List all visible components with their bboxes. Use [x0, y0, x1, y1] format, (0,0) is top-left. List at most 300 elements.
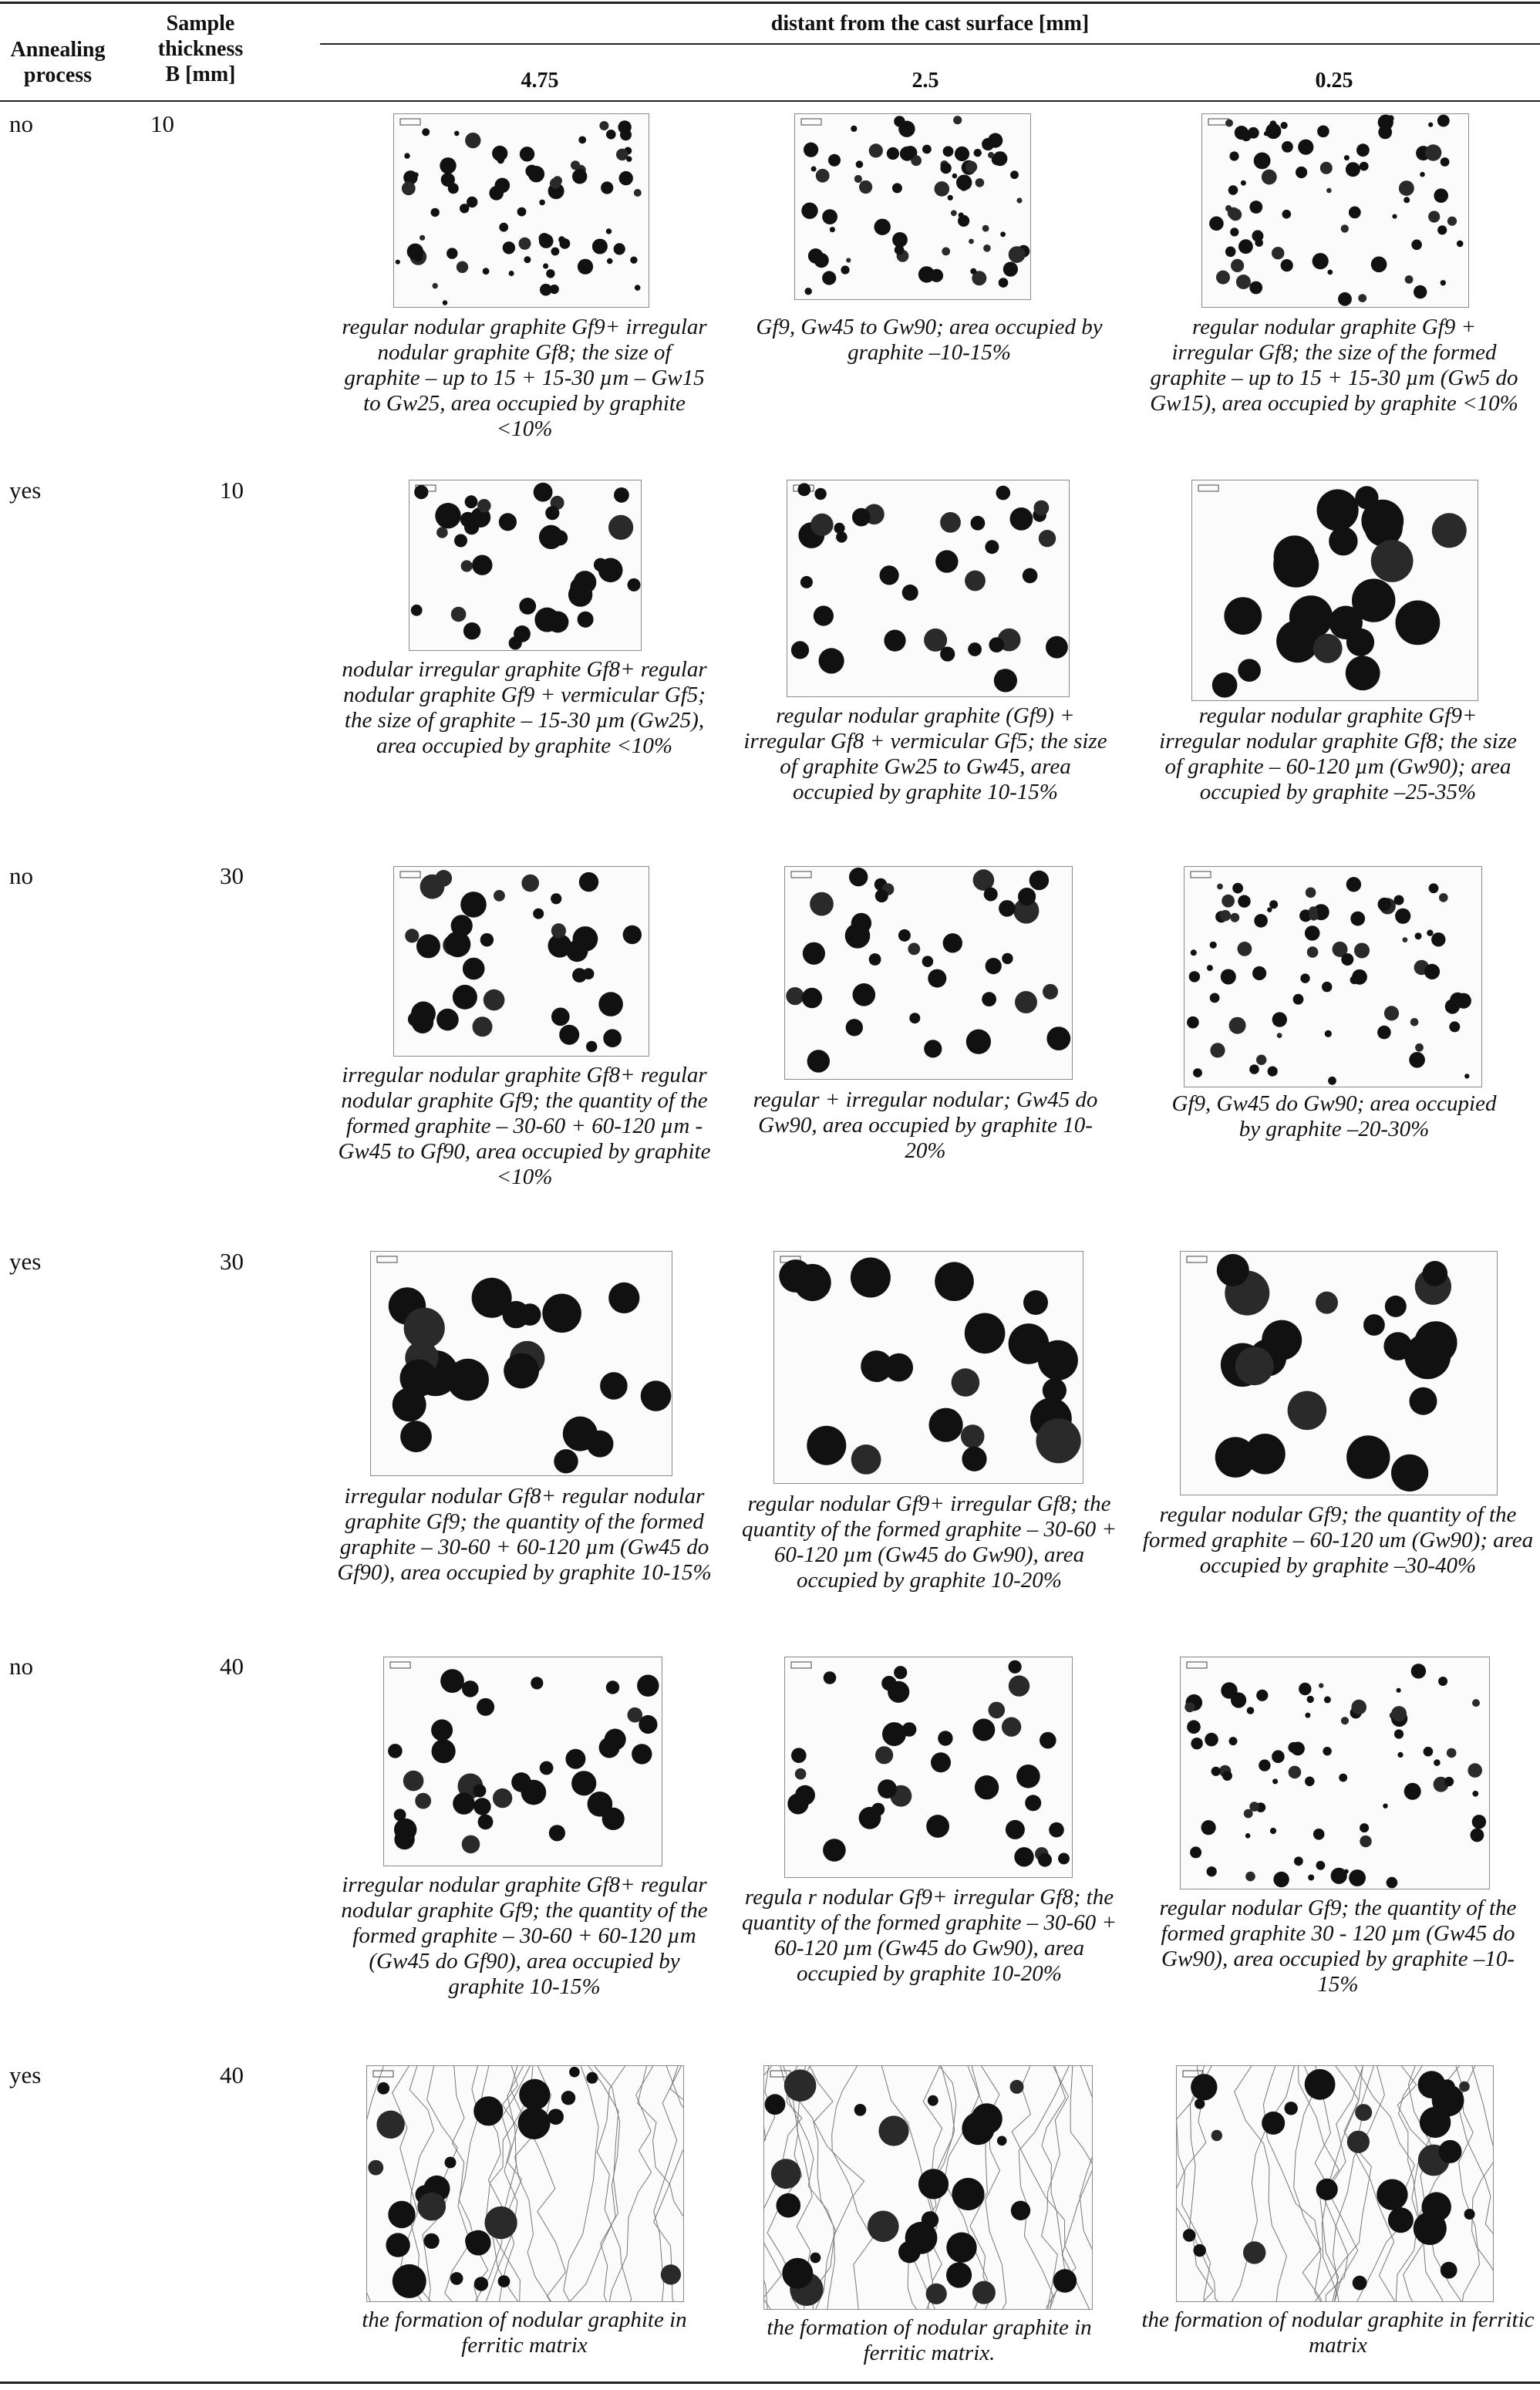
graphite-nodule [1397, 1688, 1401, 1693]
graphite-nodule [1010, 2080, 1024, 2094]
graphite-nodule [895, 245, 905, 255]
graphite-nodule [765, 2094, 786, 2115]
graphite-nodule [1434, 1759, 1441, 1766]
graphite-nodule [1272, 247, 1284, 259]
graphite-nodule [540, 1761, 554, 1775]
graphite-nodule [814, 253, 829, 268]
graphite-nodule [483, 268, 490, 275]
graphite-nodule [1194, 2244, 1206, 2257]
graphite-nodule [1038, 1853, 1052, 1867]
graphite-nodule [454, 131, 460, 137]
graphite-nodule [1256, 1055, 1266, 1065]
graphite-nodule [1360, 1823, 1369, 1832]
graphite-nodule [1245, 1833, 1251, 1839]
graphite-nodule [443, 300, 448, 305]
graphite-nodule [1288, 1391, 1327, 1431]
graphite-nodule [571, 1771, 596, 1795]
graphite-nodule [1414, 1321, 1457, 1364]
graphite-nodule [431, 1719, 453, 1741]
graphite-nodule [1274, 535, 1316, 577]
graphite-nodule [1397, 1752, 1403, 1758]
graphite-nodule [810, 514, 833, 536]
graphite-nodule [1254, 153, 1271, 170]
graphite-nodule [952, 2178, 984, 2210]
graphite-nodule [480, 933, 494, 946]
graphite-nodule [972, 1719, 995, 1741]
graphite-nodule [614, 487, 629, 503]
graphite-nodule [445, 2157, 457, 2169]
graphite-nodule [1346, 1435, 1390, 1478]
graphite-nodule [885, 1353, 913, 1382]
micrograph [370, 1251, 672, 1476]
graphite-nodule [1371, 540, 1414, 582]
graphite-nodule [971, 2103, 1002, 2134]
graphite-nodule [1296, 167, 1307, 178]
graphite-nodule [1437, 115, 1450, 127]
graphite-nodule [1319, 1683, 1323, 1687]
graphite-nodule [963, 177, 970, 184]
graphite-nodule [551, 248, 560, 256]
scale-bar [390, 1662, 410, 1668]
graphite-nodule [1351, 1700, 1366, 1715]
graphite-nodule [620, 129, 632, 140]
graphite-nodule [1378, 898, 1391, 911]
graphite-nodule [1023, 1290, 1048, 1315]
graphite-nodule [942, 248, 950, 256]
scale-bar [377, 1256, 397, 1262]
graphite-nodule [1036, 1418, 1081, 1463]
graphite-nodule [519, 1303, 541, 1326]
graphite-nodule [1034, 501, 1050, 516]
graphite-nodule [1347, 2131, 1370, 2153]
graphite-nodule [473, 1798, 491, 1815]
graphite-nodule [875, 889, 888, 902]
graphite-nodule [851, 126, 857, 132]
graphite-nodule [946, 2233, 976, 2263]
micrograph-texture [774, 1252, 1083, 1483]
graphite-nodule [982, 225, 989, 232]
graphite-nodule [1040, 1732, 1056, 1749]
graphite-nodule [1270, 1828, 1276, 1834]
graphite-nodule [1378, 115, 1393, 130]
graphite-nodule [898, 929, 911, 942]
graphite-nodule [1224, 597, 1262, 635]
graphite-nodule [801, 203, 817, 219]
graphite-nodule [1014, 1847, 1033, 1866]
graphite-nodule [1281, 122, 1288, 129]
graphite-nodule [416, 934, 440, 958]
graphite-nodule [1360, 1835, 1371, 1847]
graphite-nodule [1228, 185, 1238, 195]
graphite-nodule [948, 195, 953, 201]
graphite-nodule [588, 1792, 613, 1817]
graphite-nodule [586, 2072, 598, 2084]
graphite-nodule [1236, 275, 1251, 289]
graphite-nodule [970, 268, 976, 275]
graphite-nodule [982, 992, 996, 1006]
graphite-nodule [1308, 1875, 1314, 1881]
graphite-nodule [958, 215, 969, 227]
graphite-nodule [1432, 513, 1467, 548]
micrograph-texture [1202, 114, 1468, 307]
graphite-nodule [412, 1011, 434, 1033]
graphite-nodule [463, 622, 480, 639]
graphite-nodule [451, 607, 467, 622]
graphite-nodule [548, 2109, 564, 2125]
graphite-nodule [1434, 188, 1448, 203]
graphite-nodule [497, 157, 504, 163]
graphite-nodule [473, 1785, 486, 1798]
graphite-nodule [542, 1294, 581, 1333]
graphite-nodule [1002, 1717, 1021, 1737]
graphite-nodule [972, 2281, 996, 2304]
graphite-nodule [422, 128, 430, 136]
graphite-nodule [534, 483, 553, 502]
graphite-nodule [1252, 966, 1266, 980]
graphite-nodule [940, 512, 961, 533]
graphite-nodule [1232, 883, 1243, 894]
graphite-nodule [1356, 143, 1370, 157]
graphite-nodule [1282, 141, 1293, 153]
caption: regular nodular graphite Gf9 + irregular Gf8; the size of the formed graphite – up to 15 + 15-30 µm (Gw5 do Gw15), area occupied by graphite <10% [1150, 315, 1518, 416]
graphite-nodule [1191, 1738, 1202, 1749]
graphite-nodule [551, 893, 561, 904]
graphite-nodule [465, 495, 478, 508]
grain-boundary [1235, 2066, 1287, 2301]
graphite-nodule [976, 178, 985, 187]
graphite-nodule [539, 200, 545, 206]
graphite-nodule [800, 576, 813, 588]
graphite-nodule [1049, 1822, 1064, 1838]
graphite-nodule [448, 183, 459, 194]
graphite-nodule [971, 516, 986, 531]
graphite-nodule [519, 238, 531, 250]
graphite-nodule [1281, 259, 1293, 271]
row-4-annealing: yes [9, 1248, 42, 1275]
graphite-nodule [1009, 1660, 1022, 1674]
graphite-nodule [828, 154, 841, 167]
scale-bar [373, 2071, 393, 2077]
graphite-nodule [974, 149, 982, 157]
graphite-nodule [805, 288, 812, 295]
graphite-nodule [531, 1677, 543, 1689]
graphite-nodule [1410, 1387, 1437, 1415]
graphite-nodule [869, 143, 883, 157]
graphite-nodule [1441, 157, 1450, 167]
graphite-nodule [1249, 201, 1262, 214]
graphite-nodule [568, 582, 592, 606]
scale-bar [801, 119, 821, 125]
graphite-nodule [619, 171, 633, 185]
graphite-nodule [420, 235, 425, 241]
graphite-nodule [1231, 259, 1244, 272]
row-3-thickness: 30 [220, 862, 244, 889]
graphite-nodule [836, 531, 848, 543]
graphite-nodule [1404, 197, 1410, 203]
graphite-nodule [1207, 965, 1213, 971]
graphite-nodule [551, 1008, 570, 1026]
graphite-nodule [571, 160, 580, 170]
graphite-nodule [632, 1744, 652, 1764]
graphite-nodule [816, 169, 830, 183]
micrograph-texture [371, 1252, 672, 1475]
graphite-nodule [986, 958, 1002, 974]
scale-bar [400, 119, 420, 125]
graphite-nodule [1424, 964, 1440, 979]
graphite-nodule [1387, 1013, 1395, 1020]
graphite-nodule [1217, 884, 1223, 890]
graphite-nodule [1317, 126, 1329, 138]
graphite-nodule [1313, 253, 1329, 269]
graphite-nodule [894, 1666, 907, 1679]
graphite-nodule [1457, 241, 1464, 248]
graphite-nodule [1428, 123, 1433, 127]
graphite-nodule [803, 942, 825, 965]
graphite-nodule [1307, 1696, 1314, 1703]
graphite-nodule [1043, 1378, 1067, 1402]
graphite-nodule [472, 1278, 512, 1318]
graphite-nodule [1211, 2130, 1222, 2141]
scale-bar [1208, 119, 1228, 125]
caption: regular nodular graphite (Gf9) + irregular Gf8 + vermicular Gf5; the size of graphite Gw25 to Gw45, area occupied by graphite 10-15% [743, 703, 1107, 804]
graphite-nodule [935, 550, 958, 572]
micrograph [409, 480, 642, 651]
graphite-nodule [551, 923, 566, 938]
graphite-nodule [1323, 1747, 1331, 1755]
graphite-nodule [1000, 231, 1006, 237]
graphite-nodule [1249, 1802, 1259, 1812]
graphite-nodule [1441, 2262, 1457, 2279]
graphite-nodule [400, 1421, 432, 1452]
graphite-nodule [1016, 197, 1022, 203]
graphite-nodule [1229, 151, 1238, 160]
grain-boundary [367, 2066, 383, 2301]
graphite-nodule [1363, 1314, 1385, 1336]
graphite-nodule [1230, 913, 1239, 922]
graphite-nodule [498, 2275, 511, 2287]
graphite-nodule [420, 875, 445, 899]
graphite-nodule [985, 540, 999, 554]
graphite-nodule [1190, 1846, 1201, 1858]
graphite-nodule [807, 1426, 846, 1465]
graphite-nodule [791, 1748, 807, 1763]
graphite-nodule [472, 555, 492, 575]
graphite-nodule [435, 503, 460, 528]
graphite-nodule [1349, 207, 1361, 219]
graphite-nodule [1256, 1690, 1268, 1701]
micrograph [784, 1657, 1073, 1878]
micrograph [383, 1657, 662, 1866]
graphite-nodule [1431, 932, 1445, 946]
graphite-nodule [988, 133, 1003, 148]
graphite-nodule [509, 271, 514, 276]
graphite-nodule [1472, 1815, 1486, 1829]
graphite-nodule [599, 121, 608, 130]
graphite-nodule [823, 1839, 846, 1862]
graphite-nodule [1211, 1767, 1221, 1776]
table-bottom-rule [0, 2382, 1540, 2384]
graphite-nodule [1305, 925, 1320, 941]
graphite-nodule [931, 1752, 951, 1772]
graphite-nodule [1272, 1750, 1285, 1763]
graphite-nodule [1391, 1455, 1428, 1492]
graphite-nodule [1341, 224, 1349, 232]
graphite-nodule [453, 1792, 475, 1815]
graphite-nodule [905, 2222, 938, 2254]
graphite-nodule [1437, 225, 1447, 234]
graphite-nodule [1387, 1877, 1398, 1889]
graphite-nodule [1450, 993, 1465, 1008]
graphite-nodule [902, 585, 918, 601]
graphite-nodule [1262, 170, 1277, 185]
micrograph-texture [764, 2066, 1092, 2309]
graphite-nodule [946, 2262, 972, 2287]
micrograph [393, 113, 649, 308]
graphite-nodule [1352, 969, 1367, 985]
graphite-nodule [1425, 144, 1441, 160]
graphite-nodule [539, 525, 563, 549]
graphite-nodule [1305, 1777, 1315, 1787]
grain-boundary [810, 2066, 864, 2309]
graphite-nodule [628, 1707, 643, 1723]
graphite-nodule [528, 166, 544, 182]
graphite-nodule [1358, 294, 1366, 302]
graphite-nodule [1273, 1872, 1289, 1887]
graphite-nodule [388, 2201, 415, 2228]
graphite-nodule [784, 2069, 817, 2102]
micrograph [784, 866, 1073, 1080]
graphite-nodule [1289, 1766, 1302, 1779]
micrograph [1184, 866, 1482, 1087]
graphite-nodule [887, 147, 899, 160]
graphite-nodule [1238, 895, 1250, 908]
graphite-nodule [1383, 1332, 1412, 1360]
graphite-nodule [994, 669, 1017, 692]
graphite-nodule [802, 988, 822, 1008]
graphite-nodule [1245, 1434, 1286, 1475]
graphite-nodule [1217, 1254, 1249, 1286]
micrograph [393, 866, 649, 1057]
graphite-nodule [1245, 1872, 1255, 1882]
graphite-nodule [1259, 1759, 1270, 1771]
graphite-nodule [771, 2159, 801, 2189]
graphite-nodule [1420, 172, 1425, 177]
micrograph [1180, 1657, 1490, 1889]
graphite-nodule [520, 147, 534, 161]
graphite-nodule [1277, 1033, 1282, 1038]
graphite-nodule [940, 647, 955, 662]
row-5-annealing: no [9, 1653, 33, 1680]
graphite-nodule [830, 227, 835, 232]
graphite-nodule [1029, 871, 1049, 890]
graphite-nodule [1018, 888, 1036, 905]
graphite-nodule [578, 612, 594, 628]
graphite-nodule [851, 1444, 881, 1475]
graphite-nodule [606, 130, 616, 140]
graphite-nodule [1230, 228, 1238, 236]
graphite-nodule [440, 1669, 464, 1693]
graphite-nodule [871, 1803, 885, 1816]
caption: regular nodular graphite Gf9+ irregular nodular graphite Gf8; the size of graphite – 60-120 µm (Gw90); area occupied by graphite –25-35% [1159, 703, 1517, 804]
graphite-nodule [1002, 953, 1013, 964]
caption: nodular irregular graphite Gf8+ regular nodular graphite Gf9 + vermicular Gf5; the size of graphite – 15-30 µm (Gw25), area occupied by graphite <10% [342, 657, 707, 758]
graphite-nodule [1262, 2112, 1285, 2135]
scale-bar [1191, 871, 1211, 878]
graphite-nodule [922, 145, 932, 154]
row-2-annealing: yes [9, 477, 42, 504]
micrograph-texture [785, 867, 1072, 1079]
graphite-nodule [930, 269, 943, 282]
graphite-nodule [1184, 1702, 1195, 1712]
graphite-nodule [924, 1040, 942, 1057]
graphite-nodule [868, 2211, 899, 2243]
graphite-nodule [989, 1702, 1006, 1719]
graphite-nodule [1394, 895, 1404, 905]
graphite-nodule [849, 868, 868, 886]
graphite-nodule [1210, 1043, 1225, 1057]
graphite-nodule [797, 483, 810, 496]
graphite-nodule [1341, 1717, 1349, 1724]
graphite-nodule [586, 1041, 597, 1052]
graphite-nodule [918, 2169, 949, 2199]
graphite-nodule [509, 636, 522, 649]
micrograph-texture [1192, 480, 1478, 700]
graphite-nodule [1459, 2082, 1470, 2092]
graphite-nodule [875, 1746, 893, 1764]
micrograph-texture [1181, 1252, 1497, 1495]
graphite-nodule [550, 178, 561, 189]
caption: regular nodular Gf9; the quantity of the formed graphite 30 - 120 µm (Gw45 do Gw90), area occupied by graphite –10-15% [1159, 1896, 1517, 1997]
graphite-nodule [952, 1368, 980, 1397]
graphite-nodule [1231, 1692, 1246, 1707]
graphite-nodule [598, 992, 623, 1016]
col-header-distance-1: 4.75 [521, 69, 559, 93]
graphite-nodule [634, 189, 642, 197]
caption: irregular nodular Gf8+ regular nodular graphite Gf9; the quantity of the formed graphite – 30-60 + 60-120 µm (Gw45 do Gf90), area occupied by graphite 10-15% [337, 1484, 712, 1585]
graphite-nodule [1306, 888, 1316, 898]
graphite-nodule [1300, 973, 1309, 983]
micrograph-texture [787, 480, 1069, 696]
graphite-nodule [1427, 930, 1433, 936]
graphite-nodule [1383, 1804, 1387, 1809]
graphite-nodule [814, 605, 834, 625]
graphite-nodule [874, 219, 891, 235]
graphite-nodule [928, 2095, 938, 2106]
graphite-nodule [521, 1780, 547, 1805]
graphite-nodule [841, 265, 849, 274]
graphite-nodule [1447, 217, 1457, 226]
graphite-nodule [1328, 1077, 1336, 1085]
row-4-thickness: 30 [220, 1248, 244, 1275]
graphite-nodule [1472, 1791, 1478, 1797]
graphite-nodule [846, 1019, 863, 1036]
micrograph-texture [394, 867, 649, 1056]
graphite-nodule [1350, 912, 1365, 926]
graphite-nodule [1355, 2104, 1372, 2121]
graphite-nodule [414, 485, 428, 499]
graphite-nodule [1404, 1783, 1421, 1800]
graphite-nodule [521, 875, 539, 892]
row-1-annealing: no [9, 110, 33, 137]
graphite-nodule [540, 284, 552, 296]
graphite-nodule [1015, 991, 1037, 1013]
graphite-nodule [547, 612, 568, 633]
graphite-nodule [1267, 908, 1272, 912]
caption: Gf9, Gw45 do Gw90; area occupied by graphite –20-30% [1171, 1091, 1497, 1141]
graphite-nodule [1191, 2074, 1217, 2100]
graphite-nodule [407, 244, 423, 260]
graphite-nodule [878, 2115, 908, 2146]
